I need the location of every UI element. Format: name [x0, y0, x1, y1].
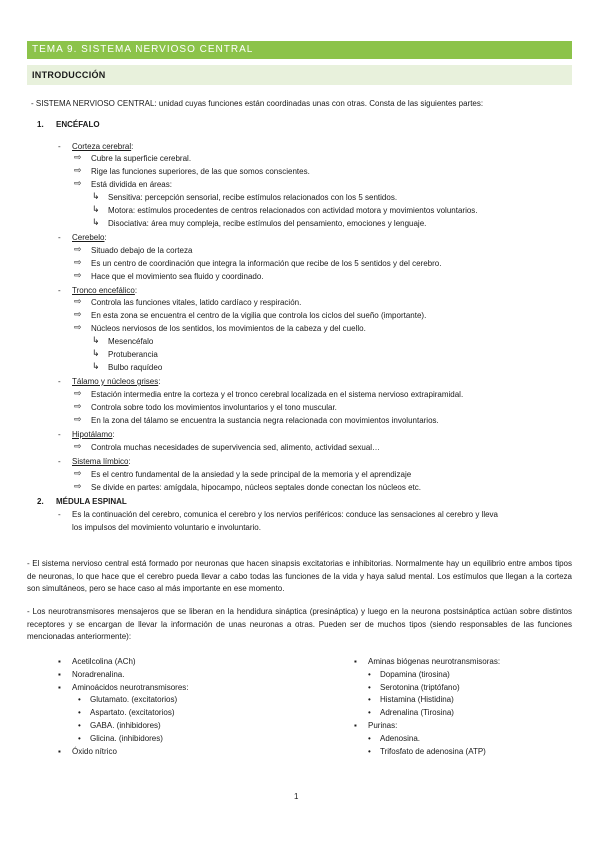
- bullet-icon: •: [78, 708, 81, 717]
- cerebelo-title: Cerebelo: [72, 233, 105, 242]
- limbico-heading: Sistema límbico:: [72, 457, 131, 466]
- page-number: 1: [294, 792, 299, 801]
- sub-arrow-icon: ↳: [92, 348, 100, 358]
- purinas-item: Trifosfato de adenosina (ATP): [380, 747, 486, 756]
- medula-text-2: los impulsos del movimiento voluntario e involuntario.: [72, 523, 261, 532]
- cerebelo-heading: Cerebelo:: [72, 233, 107, 242]
- section-title: INTRODUCCIÓN: [27, 65, 572, 85]
- cerebelo-item: Hace que el movimiento sea fluido y coordinado.: [91, 272, 264, 281]
- corteza-area: Disociativa: área muy compleja, recibe estímulos del pensamiento, emociones y lenguaje.: [108, 219, 427, 228]
- dash-marker: -: [58, 377, 61, 386]
- square-bullet-icon: ▪: [354, 721, 357, 730]
- aminas-item: Adrenalina (Tirosina): [380, 708, 454, 717]
- tronco-item: Controla las funciones vitales, latido cardíaco y respiración.: [91, 298, 302, 307]
- dash-marker: -: [58, 510, 61, 519]
- square-bullet-icon: ▪: [58, 683, 61, 692]
- section-1-number: 1.: [37, 120, 44, 129]
- bullet-icon: •: [78, 734, 81, 743]
- section-2-title: MÉDULA ESPINAL: [56, 497, 127, 506]
- amino-item: Aspartato. (excitatorios): [90, 708, 175, 717]
- arrow-icon: ⇨: [74, 322, 82, 332]
- arrow-icon: ⇨: [74, 152, 82, 162]
- limbico-title: Sistema límbico: [72, 457, 129, 466]
- bullet-icon: •: [78, 721, 81, 730]
- bullet-icon: •: [78, 695, 81, 704]
- limbico-item: Es el centro fundamental de la ansiedad y la sede principal de la memoria y el aprendizaje: [91, 470, 412, 479]
- dash-marker: -: [58, 286, 61, 295]
- arrow-icon: ⇨: [74, 414, 82, 424]
- medula-text-1: Es la continuación del cerebro, comunica el cerebro y los nervios periféricos: conduce las sensaciones al cerebro y lleva: [72, 510, 498, 519]
- dash-marker: -: [58, 233, 61, 242]
- arrow-icon: ⇨: [74, 270, 82, 280]
- cerebelo-item: Situado debajo de la corteza: [91, 246, 193, 255]
- amino-item: Glicina. (inhibidores): [90, 734, 163, 743]
- dash-marker: -: [58, 142, 61, 151]
- sub-arrow-icon: ↳: [92, 204, 100, 214]
- hipotalamo-title: Hipotálamo: [72, 430, 113, 439]
- square-bullet-icon: ▪: [354, 657, 357, 666]
- arrow-icon: ⇨: [74, 481, 82, 491]
- sub-arrow-icon: ↳: [92, 335, 100, 345]
- arrow-icon: ⇨: [74, 309, 82, 319]
- chapter-header: TEMA 9. SISTEMA NERVIOSO CENTRAL: [27, 41, 572, 59]
- talamo-title: Tálamo y núcleos grises: [72, 377, 159, 386]
- amino-item: Glutamato. (excitatorios): [90, 695, 178, 704]
- sub-arrow-icon: ↳: [92, 217, 100, 227]
- cerebelo-item: Es un centro de coordinación que integra la información que recibe de los 5 sentidos y del cerebro.: [91, 259, 442, 268]
- section-1-title: ENCÉFALO: [56, 120, 100, 129]
- square-bullet-icon: ▪: [58, 670, 61, 679]
- tronco-title: Tronco encefálico: [72, 286, 135, 295]
- amino-item: GABA. (inhibidores): [90, 721, 161, 730]
- bullet-icon: •: [368, 683, 371, 692]
- arrow-icon: ⇨: [74, 244, 82, 254]
- bullet-icon: •: [368, 695, 371, 704]
- arrow-icon: ⇨: [74, 401, 82, 411]
- hipotalamo-heading: Hipotálamo:: [72, 430, 115, 439]
- corteza-heading: Corteza cerebral:: [72, 142, 134, 151]
- tronco-part: Protuberancia: [108, 350, 158, 359]
- paragraph-sinapsis: - El sistema nervioso central está formado por neuronas que hacen sinapsis excitatorias e inhibitorias. Normalmente hay un equilibrio entre ambos tipos de neuronas, lo que hace que el cerebro pueda llevar a cabo todas las funciones de la vida y haya salud mental. Los estímulos que llegan a la corteza son simultáneos, pero se hace caso al más importante en ese momento.: [27, 559, 572, 594]
- sub-arrow-icon: ↳: [92, 191, 100, 201]
- tronco-part: Bulbo raquídeo: [108, 363, 163, 372]
- talamo-heading: Tálamo y núcleos grises:: [72, 377, 161, 386]
- aminas-item: Serotonina (triptófano): [380, 683, 460, 692]
- corteza-item: Está dividida en áreas:: [91, 180, 172, 189]
- square-bullet-icon: ▪: [58, 657, 61, 666]
- arrow-icon: ⇨: [74, 388, 82, 398]
- purinas-item: Adenosina.: [380, 734, 421, 743]
- talamo-item: Controla sobre todo los movimientos involuntarios y el tono muscular.: [91, 403, 337, 412]
- bullet-icon: •: [368, 734, 371, 743]
- bullet-icon: •: [368, 747, 371, 756]
- corteza-item: Rige las funciones superiores, de las que somos conscientes.: [91, 167, 310, 176]
- tronco-item: En esta zona se encuentra el centro de la vigilia que controla los ciclos del sueño (importante).: [91, 311, 427, 320]
- corteza-item: Cubre la superficie cerebral.: [91, 154, 192, 163]
- bullet-icon: •: [368, 670, 371, 679]
- corteza-area: Sensitiva: percepción sensorial, recibe estímulos relacionados con los 5 sentidos.: [108, 193, 398, 202]
- dash-marker: -: [58, 457, 61, 466]
- nt-item: Aminas biógenas neurotransmisoras:: [368, 657, 501, 666]
- nt-item: Aminoácidos neurotransmisores:: [72, 683, 189, 692]
- intro-text: - SISTEMA NERVIOSO CENTRAL: unidad cuyas funciones están coordinadas unas con otras. Consta de las siguientes partes:: [31, 99, 484, 108]
- arrow-icon: ⇨: [74, 165, 82, 175]
- arrow-icon: ⇨: [74, 257, 82, 267]
- corteza-title: Corteza cerebral: [72, 142, 132, 151]
- nt-item: Óxido nítrico: [72, 747, 117, 756]
- sub-arrow-icon: ↳: [92, 361, 100, 371]
- paragraph-neurotransmisores: - Los neurotransmisores mensajeros que se liberan en la hendidura sináptica (presináptica) y luego en la neurona postsináptica actúan sobre distintos receptores y se encargan de llevar la información de unas neuronas a otras. Pueden ser de muchos tipos (siendo responsables de las funciones mencionadas anteriormente):: [27, 607, 572, 642]
- aminas-item: Dopamina (tirosina): [380, 670, 450, 679]
- aminas-item: Histamina (Histidina): [380, 695, 454, 704]
- bullet-icon: •: [368, 708, 371, 717]
- arrow-icon: ⇨: [74, 178, 82, 188]
- dash-marker: -: [58, 430, 61, 439]
- section-2-number: 2.: [37, 497, 44, 506]
- talamo-item: Estación intermedia entre la corteza y el tronco cerebral localizada en el sistema nervioso extrapiramidal.: [91, 390, 464, 399]
- tronco-heading: Tronco encefálico:: [72, 286, 138, 295]
- arrow-icon: ⇨: [74, 296, 82, 306]
- nt-item: Acetilcolina (ACh): [72, 657, 136, 666]
- square-bullet-icon: ▪: [58, 747, 61, 756]
- hipotalamo-item: Controla muchas necesidades de supervivencia sed, alimento, actividad sexual…: [91, 443, 381, 452]
- nt-item: Purinas:: [368, 721, 398, 730]
- tronco-part: Mesencéfalo: [108, 337, 154, 346]
- nt-item: Noradrenalina.: [72, 670, 125, 679]
- arrow-icon: ⇨: [74, 441, 82, 451]
- corteza-area: Motora: estímulos procedentes de centros relacionados con actividad motora y movimientos voluntarios.: [108, 206, 478, 215]
- talamo-item: En la zona del tálamo se encuentra la sustancia negra relacionada con movimientos involuntarios.: [91, 416, 439, 425]
- limbico-item: Se divide en partes: amígdala, hipocampo, núcleos septales donde conectan los núcleos etc.: [91, 483, 421, 492]
- tronco-item: Núcleos nerviosos de los sentidos, los movimientos de la cabeza y del cuello.: [91, 324, 366, 333]
- arrow-icon: ⇨: [74, 468, 82, 478]
